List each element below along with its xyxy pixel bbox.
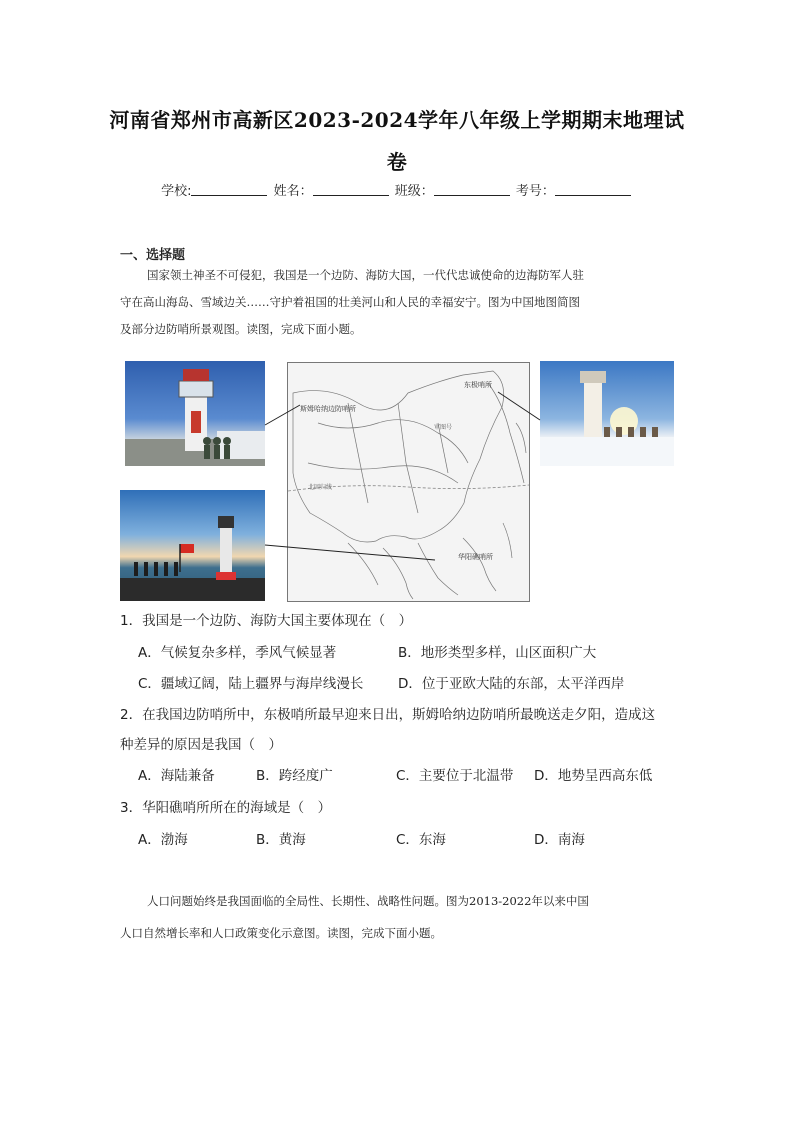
q1-option-b[interactable]: B．地形类型多样，山区面积广大 <box>398 645 597 661</box>
question-2-continued: 种差异的原因是我国（ ） <box>120 737 282 753</box>
q2-option-d[interactable]: D．地势呈西高东低 <box>534 768 653 784</box>
q3-option-a[interactable]: A．渤海 <box>138 832 188 848</box>
q3-option-c[interactable]: C．东海 <box>396 832 446 848</box>
page-title: 河南省郑州市高新区2023-2024学年八年级上学期期末地理试 <box>109 108 685 132</box>
passage2-line: 人口问题始终是我国面临的全局性、长期性、战略性问题。图为2013-2022年以来中国 <box>147 894 589 908</box>
label-simuhana: 斯姆哈纳边防哨所 <box>300 405 356 413</box>
passage-line: 及部分边防哨所景观图。读图，完成下面小题。 <box>120 322 362 336</box>
question-3: 3．华阳礁哨所所在的海域是（ ） <box>120 800 332 816</box>
school-label: 学校: <box>161 184 192 199</box>
q1-option-c[interactable]: C．疆域辽阔，陆上疆界与海岸线漫长 <box>138 676 364 692</box>
q1-option-a[interactable]: A．气候复杂多样，季风气候显著 <box>138 645 337 661</box>
label-dongji: 东极哨所 <box>464 381 492 389</box>
passage-line: 国家领土神圣不可侵犯，我国是一个边防、海防大国，一代代忠诚使命的边海防军人驻 <box>147 268 584 282</box>
question-2: 2．在我国边防哨所中，东极哨所最早迎来日出，斯姆哈纳边防哨所最晚送走夕阳，造成这 <box>120 707 656 723</box>
label-huayang: 华阳礁哨所 <box>458 553 493 561</box>
q2-option-c[interactable]: C．主要位于北温带 <box>396 768 514 784</box>
label-sidebar: 审图号 <box>434 424 453 431</box>
q1-option-d[interactable]: D．位于亚欧大陆的东部，太平洋西岸 <box>398 676 625 692</box>
q3-option-d[interactable]: D．南海 <box>534 832 585 848</box>
q3-option-b[interactable]: B．黄海 <box>256 832 306 848</box>
label-tropic: 北回归线 <box>308 484 333 491</box>
class-label: 班级： <box>394 184 434 199</box>
passage-line: 守在高山海岛、雪域边关……守护着祖国的壮美河山和人民的幸福安宁。图为中国地图简图 <box>120 295 580 309</box>
question-1: 1．我国是一个边防、海防大国主要体现在（ ） <box>120 613 413 629</box>
page-title-continued: 卷 <box>386 150 408 174</box>
q2-option-a[interactable]: A．海陆兼备 <box>138 768 215 784</box>
name-label: 姓名： <box>273 184 313 199</box>
passage2-line: 人口自然增长率和人口政策变化示意图。读图，完成下面小题。 <box>120 926 442 940</box>
section-heading: 一、选择题 <box>120 248 186 263</box>
q2-option-b[interactable]: B．跨经度广 <box>256 768 333 784</box>
exam-no-label: 考号： <box>515 184 555 199</box>
